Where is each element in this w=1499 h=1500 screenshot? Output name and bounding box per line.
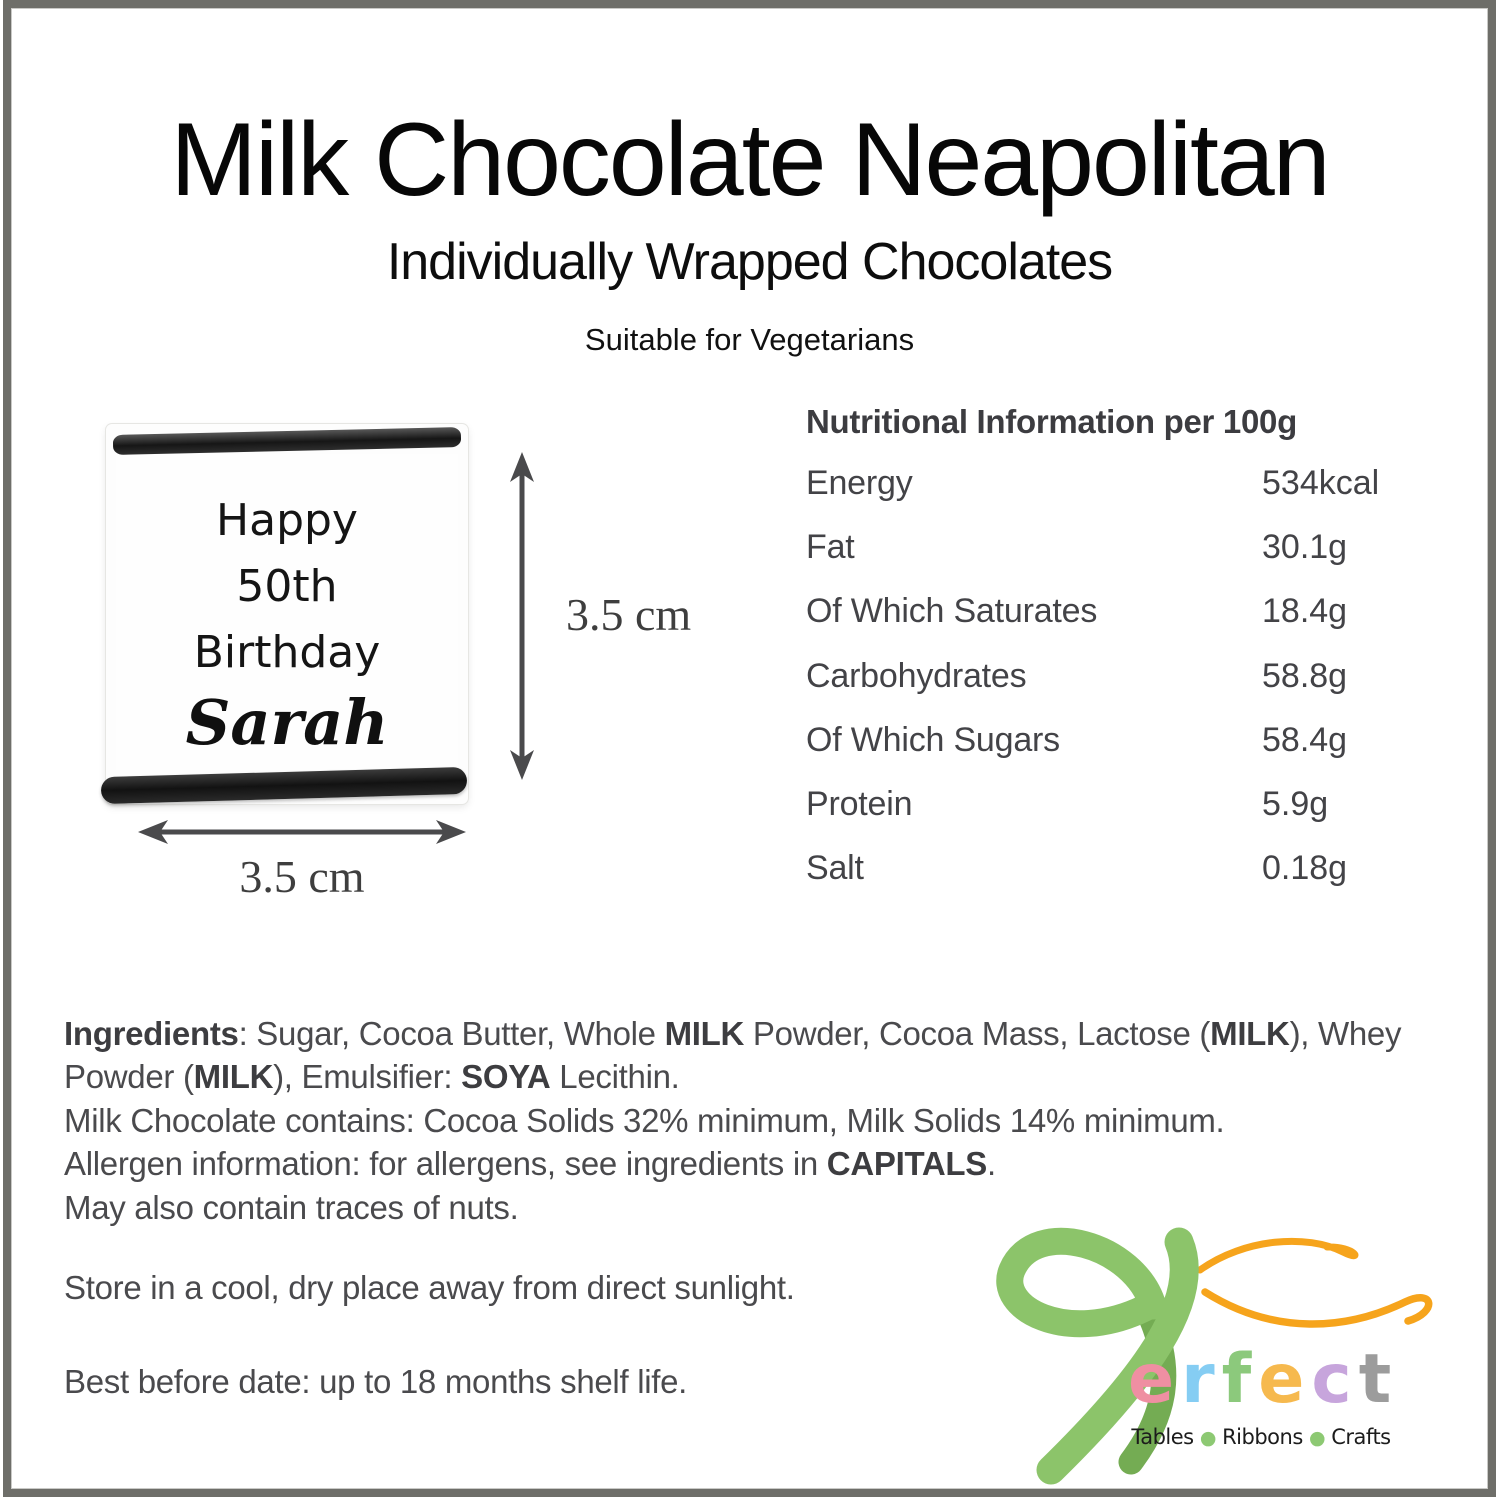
ingredients-line: Powder (MILK), Emulsifier: SOYA Lecithin. — [64, 1058, 680, 1096]
nutrition-row — [806, 515, 1402, 579]
chocolate-message-line: 50th — [236, 561, 338, 612]
height-arrow-icon — [500, 450, 544, 782]
flourish-icon — [1200, 1241, 1355, 1270]
nutrition-value: 5.9g — [1262, 785, 1329, 824]
brand-tagline — [1130, 1424, 1392, 1451]
tagline-part: Ribbons — [1222, 1425, 1303, 1449]
width-arrow-icon — [136, 810, 468, 854]
chocolate-photo — [106, 424, 468, 804]
ribbon-icon — [1010, 1241, 1153, 1323]
nutrition-value: 18.4g — [1262, 592, 1348, 631]
brand-letter: t — [1358, 1340, 1392, 1419]
nutrition-label: Energy — [806, 463, 913, 502]
best-before-note: Best before date: up to 18 months shelf life. — [64, 1363, 688, 1400]
nutrition-rows — [806, 451, 1402, 901]
ingredients-line: Ingredients: Sugar, Cocoa Butter, Whole MILK Powder, Cocoa Mass, Lactose (MILK), Whey — [64, 1015, 1402, 1052]
brand-wordmark — [1128, 1340, 1391, 1420]
nutrition-value: 534kcal — [1262, 463, 1380, 502]
nutrition-label: Carbohydrates — [806, 656, 1027, 695]
nutrition-row — [806, 772, 1402, 836]
nutrition-value: 30.1g — [1262, 527, 1348, 566]
nutrition-heading: Nutritional Information per 100g — [806, 403, 1297, 440]
tagline-part: Tables — [1131, 1425, 1194, 1449]
tagline-dot: ● — [1199, 1427, 1216, 1449]
ingredients-line: May also contain traces of nuts. — [64, 1188, 519, 1226]
nutrition-row — [806, 644, 1402, 708]
nutrition-value: 0.18g — [1262, 849, 1348, 888]
nutrition-row — [806, 708, 1402, 772]
width-label: 3.5 cm — [239, 851, 365, 902]
vegetarian-note: Suitable for Vegetarians — [584, 322, 915, 357]
nutrition-value: 58.8g — [1262, 656, 1348, 695]
chocolate-message-line: Birthday — [193, 627, 381, 678]
flourish-icon — [1205, 1292, 1429, 1324]
storage-note: Store in a cool, dry place away from direct sunlight. — [64, 1269, 795, 1306]
tagline-dot: ● — [1308, 1427, 1326, 1449]
height-label: 3.5 cm — [566, 589, 692, 640]
nutrition-label: Fat — [806, 527, 855, 566]
nutrition-value: 58.4g — [1262, 720, 1348, 759]
brand-letter: c — [1311, 1340, 1352, 1419]
product-subtitle: Individually Wrapped Chocolates — [386, 233, 1113, 291]
nutrition-row — [806, 580, 1402, 644]
brand-letter: e — [1128, 1340, 1175, 1419]
nutrition-row — [806, 837, 1402, 901]
nutrition-label: Protein — [806, 785, 913, 824]
chocolate-wrapper-label — [116, 454, 458, 770]
chocolate-foil-bottom — [101, 767, 468, 804]
brand-letter: r — [1181, 1340, 1215, 1419]
brand-letter: e — [1258, 1340, 1305, 1419]
tagline-part: Crafts — [1331, 1425, 1391, 1449]
nutrition-row — [806, 451, 1402, 515]
nutrition-label: Of Which Sugars — [806, 720, 1060, 759]
ingredients-line: Allergen information: for allergens, see ingredients in CAPITALS. — [64, 1145, 996, 1183]
chocolate-message-line: Happy — [216, 495, 358, 546]
product-title: Milk Chocolate Neapolitan — [170, 102, 1329, 218]
chocolate-foil-top — [113, 427, 461, 455]
ingredients-text — [64, 1012, 1456, 1229]
brand-letter: f — [1221, 1340, 1252, 1419]
ingredients-line: Milk Chocolate contains: Cocoa Solids 32% minimum, Milk Solids 14% minimum. — [64, 1101, 1225, 1139]
nutrition-label: Of Which Saturates — [806, 592, 1098, 631]
nutrition-label: Salt — [806, 849, 864, 888]
chocolate-name: Sarah — [185, 686, 389, 759]
nutrition-table — [806, 400, 1402, 901]
